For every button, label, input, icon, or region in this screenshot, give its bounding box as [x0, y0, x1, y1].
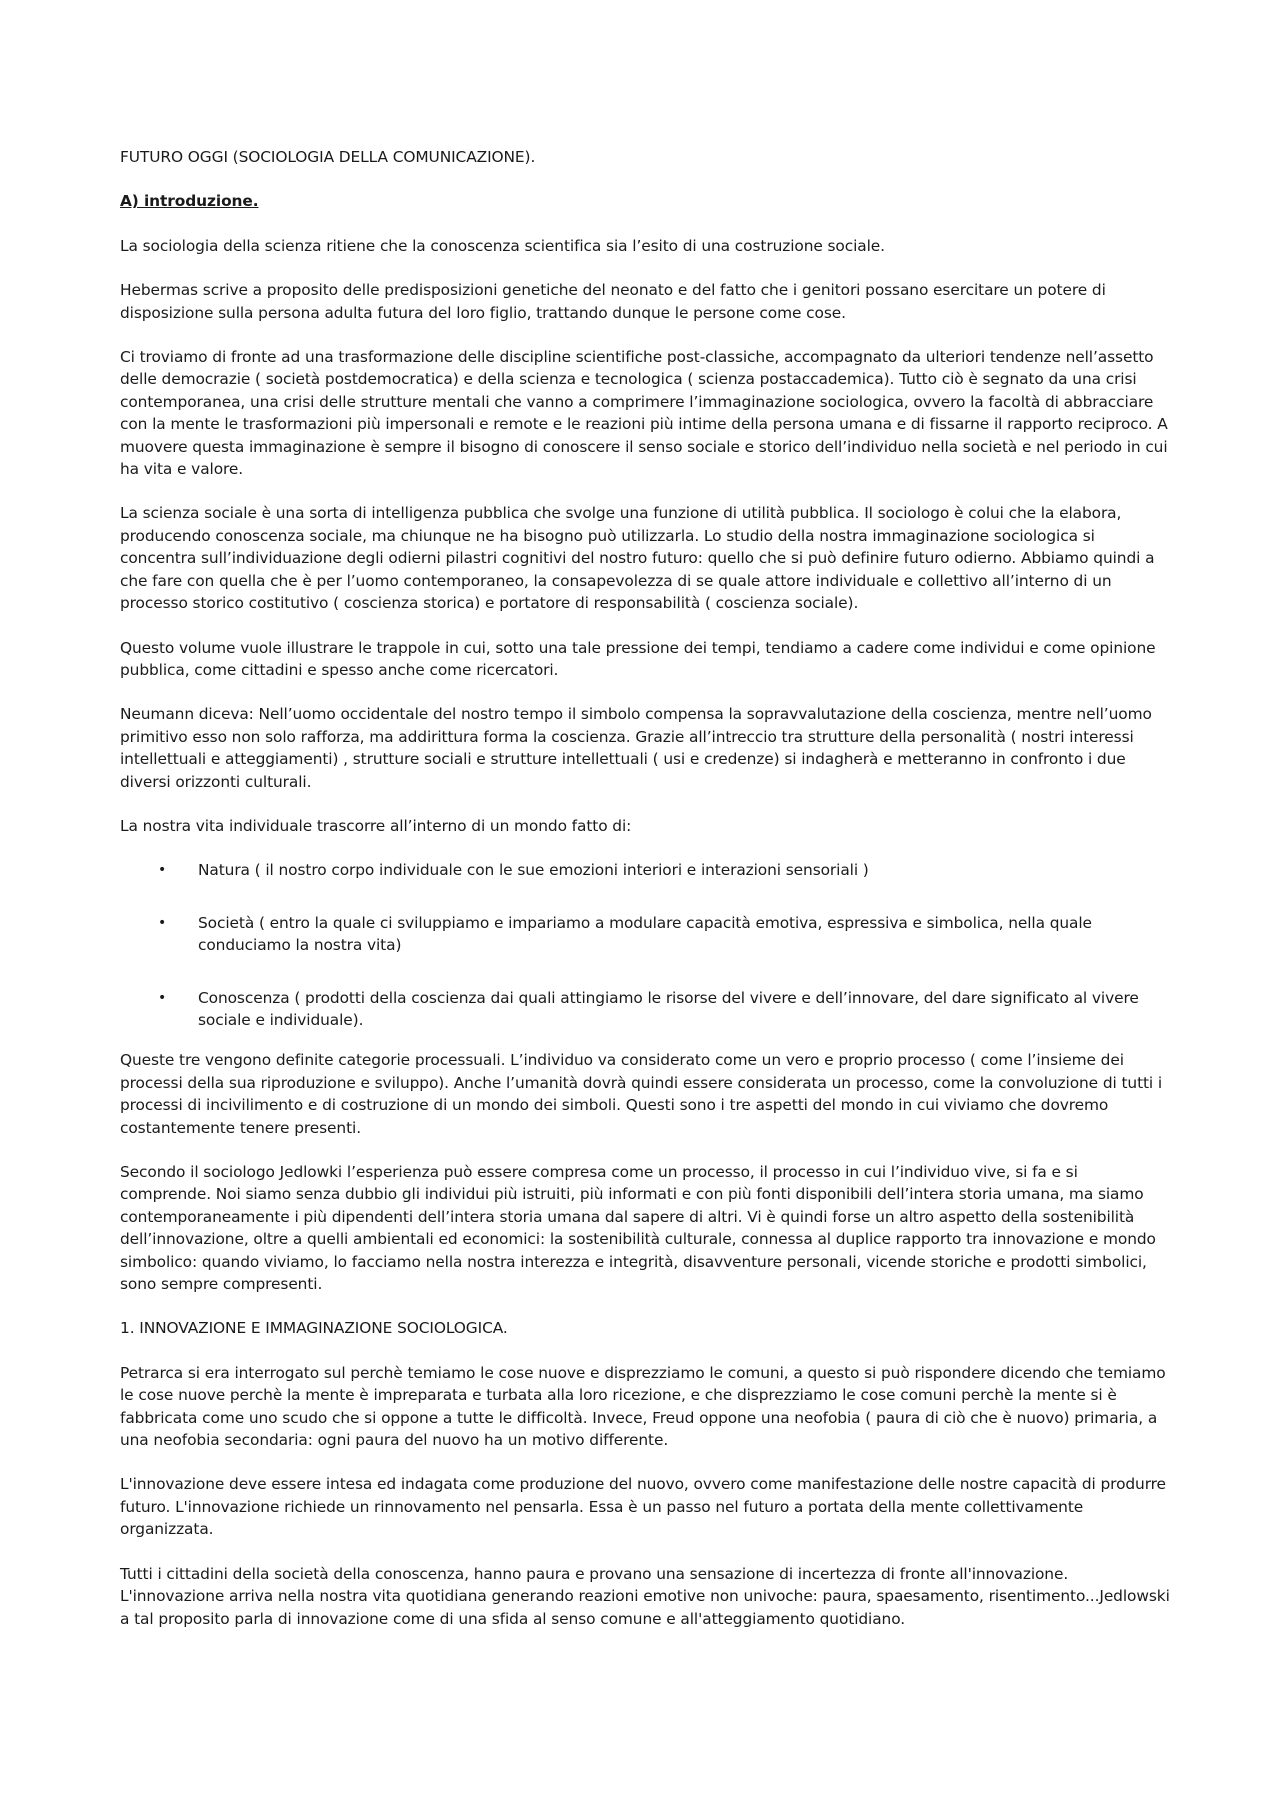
- document-title: FUTURO OGGI (SOCIOLOGIA DELLA COMUNICAZIONE).: [120, 148, 536, 166]
- bullet-marker: •: [158, 914, 167, 931]
- paragraph: La sociologia della scienza ritiene che la conoscenza scientifica sia l’esito di una costruzione sociale.: [120, 236, 885, 255]
- section-heading-innovazione: 1. INNOVAZIONE E IMMAGINAZIONE SOCIOLOGICA.: [120, 1319, 508, 1338]
- paragraph: Secondo il sociologo Jedlowki l’esperienza può essere compresa come un processo, il processo in cui l’individuo vive, si fa e si comprende. Noi siamo senza dubbio gli individui più istruiti, più informati e con più fonti disponibili dell’intera storia umana, ma siamo contemporaneamente i più dipendenti dell’intera storia umana dal sapere di altri. Vi è quindi forse un altro aspetto della sostenibilità dell’innovazione, oltre a quelli ambientali ed economici: la sostenibilità culturale, connessa al duplice rapporto tra innovazione e mondo simbolico: quando viviamo, lo facciamo nella nostra interezza e integrità, disavventure personali, vicende storiche e prodotti simbolici, sono sempre compresenti.: [120, 1163, 1156, 1294]
- section-heading-introduzione: A) introduzione.: [120, 192, 259, 211]
- paragraph: La nostra vita individuale trascorre all’interno di un mondo fatto di:: [120, 816, 632, 835]
- list-item-text: Società ( entro la quale ci sviluppiamo e impariamo a modulare capacità emotiva, espressiva e simbolica, nella quale conduciamo la nostra vita): [198, 913, 1092, 955]
- paragraph: Petrarca si era interrogato sul perchè temiamo le cose nuove e disprezziamo le comuni, a questo si può rispondere dicendo che temiamo le cose nuove perchè la mente è impreparata e turbata alla loro ricezione, e che disprezziamo le cose comuni perchè la mente si è fabbricata come uno scudo che si oppone a tutte le difficoltà. Invece, Freud oppone una neofobia ( paura di ciò che è nuovo) primaria, a una neofobia secondaria: ogni paura del nuovo ha un motivo differente.: [120, 1363, 1166, 1450]
- paragraph: La scienza sociale è una sorta di intelligenza pubblica che svolge una funzione di utilità pubblica. Il sociologo è colui che la elabora, producendo conoscenza sociale, ma chiunque ne ha bisogno può utilizzarla. Lo studio della nostra immaginazione sociologica si concentra sull’individuazione degli odierni pilastri cognitivi del nostro futuro: quello che si può definire futuro odierno. Abbiamo quindi a che fare con quella che è per l’uomo contemporaneo, la consapevolezza di se quale attore individuale e collettivo all’interno di un processo storico costitutivo ( coscienza storica) e portatore di responsabilità ( coscienza sociale).: [120, 504, 1155, 613]
- list-item: [120, 912, 1170, 957]
- bullet-marker: •: [158, 989, 167, 1006]
- paragraph: L'innovazione deve essere intesa ed indagata come produzione del nuovo, ovvero come manifestazione delle nostre capacità di produrre futuro. L'innovazione richiede un rinnovamento nel pensarla. Essa è un passo nel futuro a portata della mente collettivamente organizzata.: [120, 1475, 1166, 1539]
- paragraph: Queste tre vengono definite categorie processuali. L’individuo va considerato come un vero e proprio processo ( come l’insieme dei processi della sua riproduzione e sviluppo). Anche l’umanità dovrà quindi essere considerata un processo, come la convoluzione di tutti i processi di incivilimento e di costruzione di un mondo dei simboli. Questi sono i tre aspetti del mondo in cui viviamo che dovremo costantemente tenere presenti.: [120, 1051, 1163, 1137]
- paragraph: Ci troviamo di fronte ad una trasformazione delle discipline scientifiche post-classiche, accompagnato da ulteriori tendenze nell’assetto delle democrazie ( società postdemocratica) e della scienza e tecnologica ( scienza postaccademica). Tutto ciò è segnato da una crisi contemporanea, una crisi delle strutture mentali che vanno a comprimere l’immaginazione sociologica, ovvero la facoltà di abbracciare con la mente le trasformazioni più impersonali e remote e le reazioni più intime della persona umana e di fissarne il rapporto reciproco. A muovere questa immaginazione è sempre il bisogno di conoscere il senso sociale e storico dell’individuo nella società e nel periodo in cui ha vita e valore.: [120, 348, 1168, 479]
- list-item: [120, 859, 1170, 881]
- list-item: [120, 987, 1170, 1032]
- list-item-text: Natura ( il nostro corpo individuale con le sue emozioni interiori e interazioni sensoriali ): [198, 861, 869, 880]
- bullet-marker: •: [158, 862, 167, 879]
- bullet-list: [120, 859, 1170, 1031]
- list-item-text: Conoscenza ( prodotti della coscienza dai quali attingiamo le risorse del vivere e dell’innovare, del dare significato al vivere sociale e individuale).: [198, 988, 1139, 1029]
- paragraph: Questo volume vuole illustrare le trappole in cui, sotto una tale pressione dei tempi, tendiamo a cadere come individui e come opinione pubblica, come cittadini e spesso anche come ricercatori.: [120, 638, 1156, 679]
- paragraph: Hebermas scrive a proposito delle predisposizioni genetiche del neonato e del fatto che i genitori possano esercitare un potere di disposizione sulla persona adulta futura del loro figlio, trattando dunque le persone come cose.: [120, 281, 1106, 322]
- paragraph: Neumann diceva: Nell’uomo occidentale del nostro tempo il simbolo compensa la sopravvalutazione della coscienza, mentre nell’uomo primitivo esso non solo rafforza, ma addirittura forma la coscienza. Grazie all’intreccio tra strutture della personalità ( nostri interessi intellettuali e atteggiamenti) , strutture sociali e strutture intellettuali ( usi e credenze) si indagherà e metteranno in confronto i due diversi orizzonti culturali.: [120, 705, 1152, 791]
- document-page: [120, 146, 1170, 1652]
- paragraph: Tutti i cittadini della società della conoscenza, hanno paura e provano una sensazione di incertezza di fronte all'innovazione. L'innovazione arriva nella nostra vita quotidiana generando reazioni emotive non univoche: paura, spaesamento, risentimento...Jedlowski a tal proposito parla di innovazione come di una sfida al senso comune e all'atteggiamento quotidiano.: [120, 1564, 1170, 1628]
